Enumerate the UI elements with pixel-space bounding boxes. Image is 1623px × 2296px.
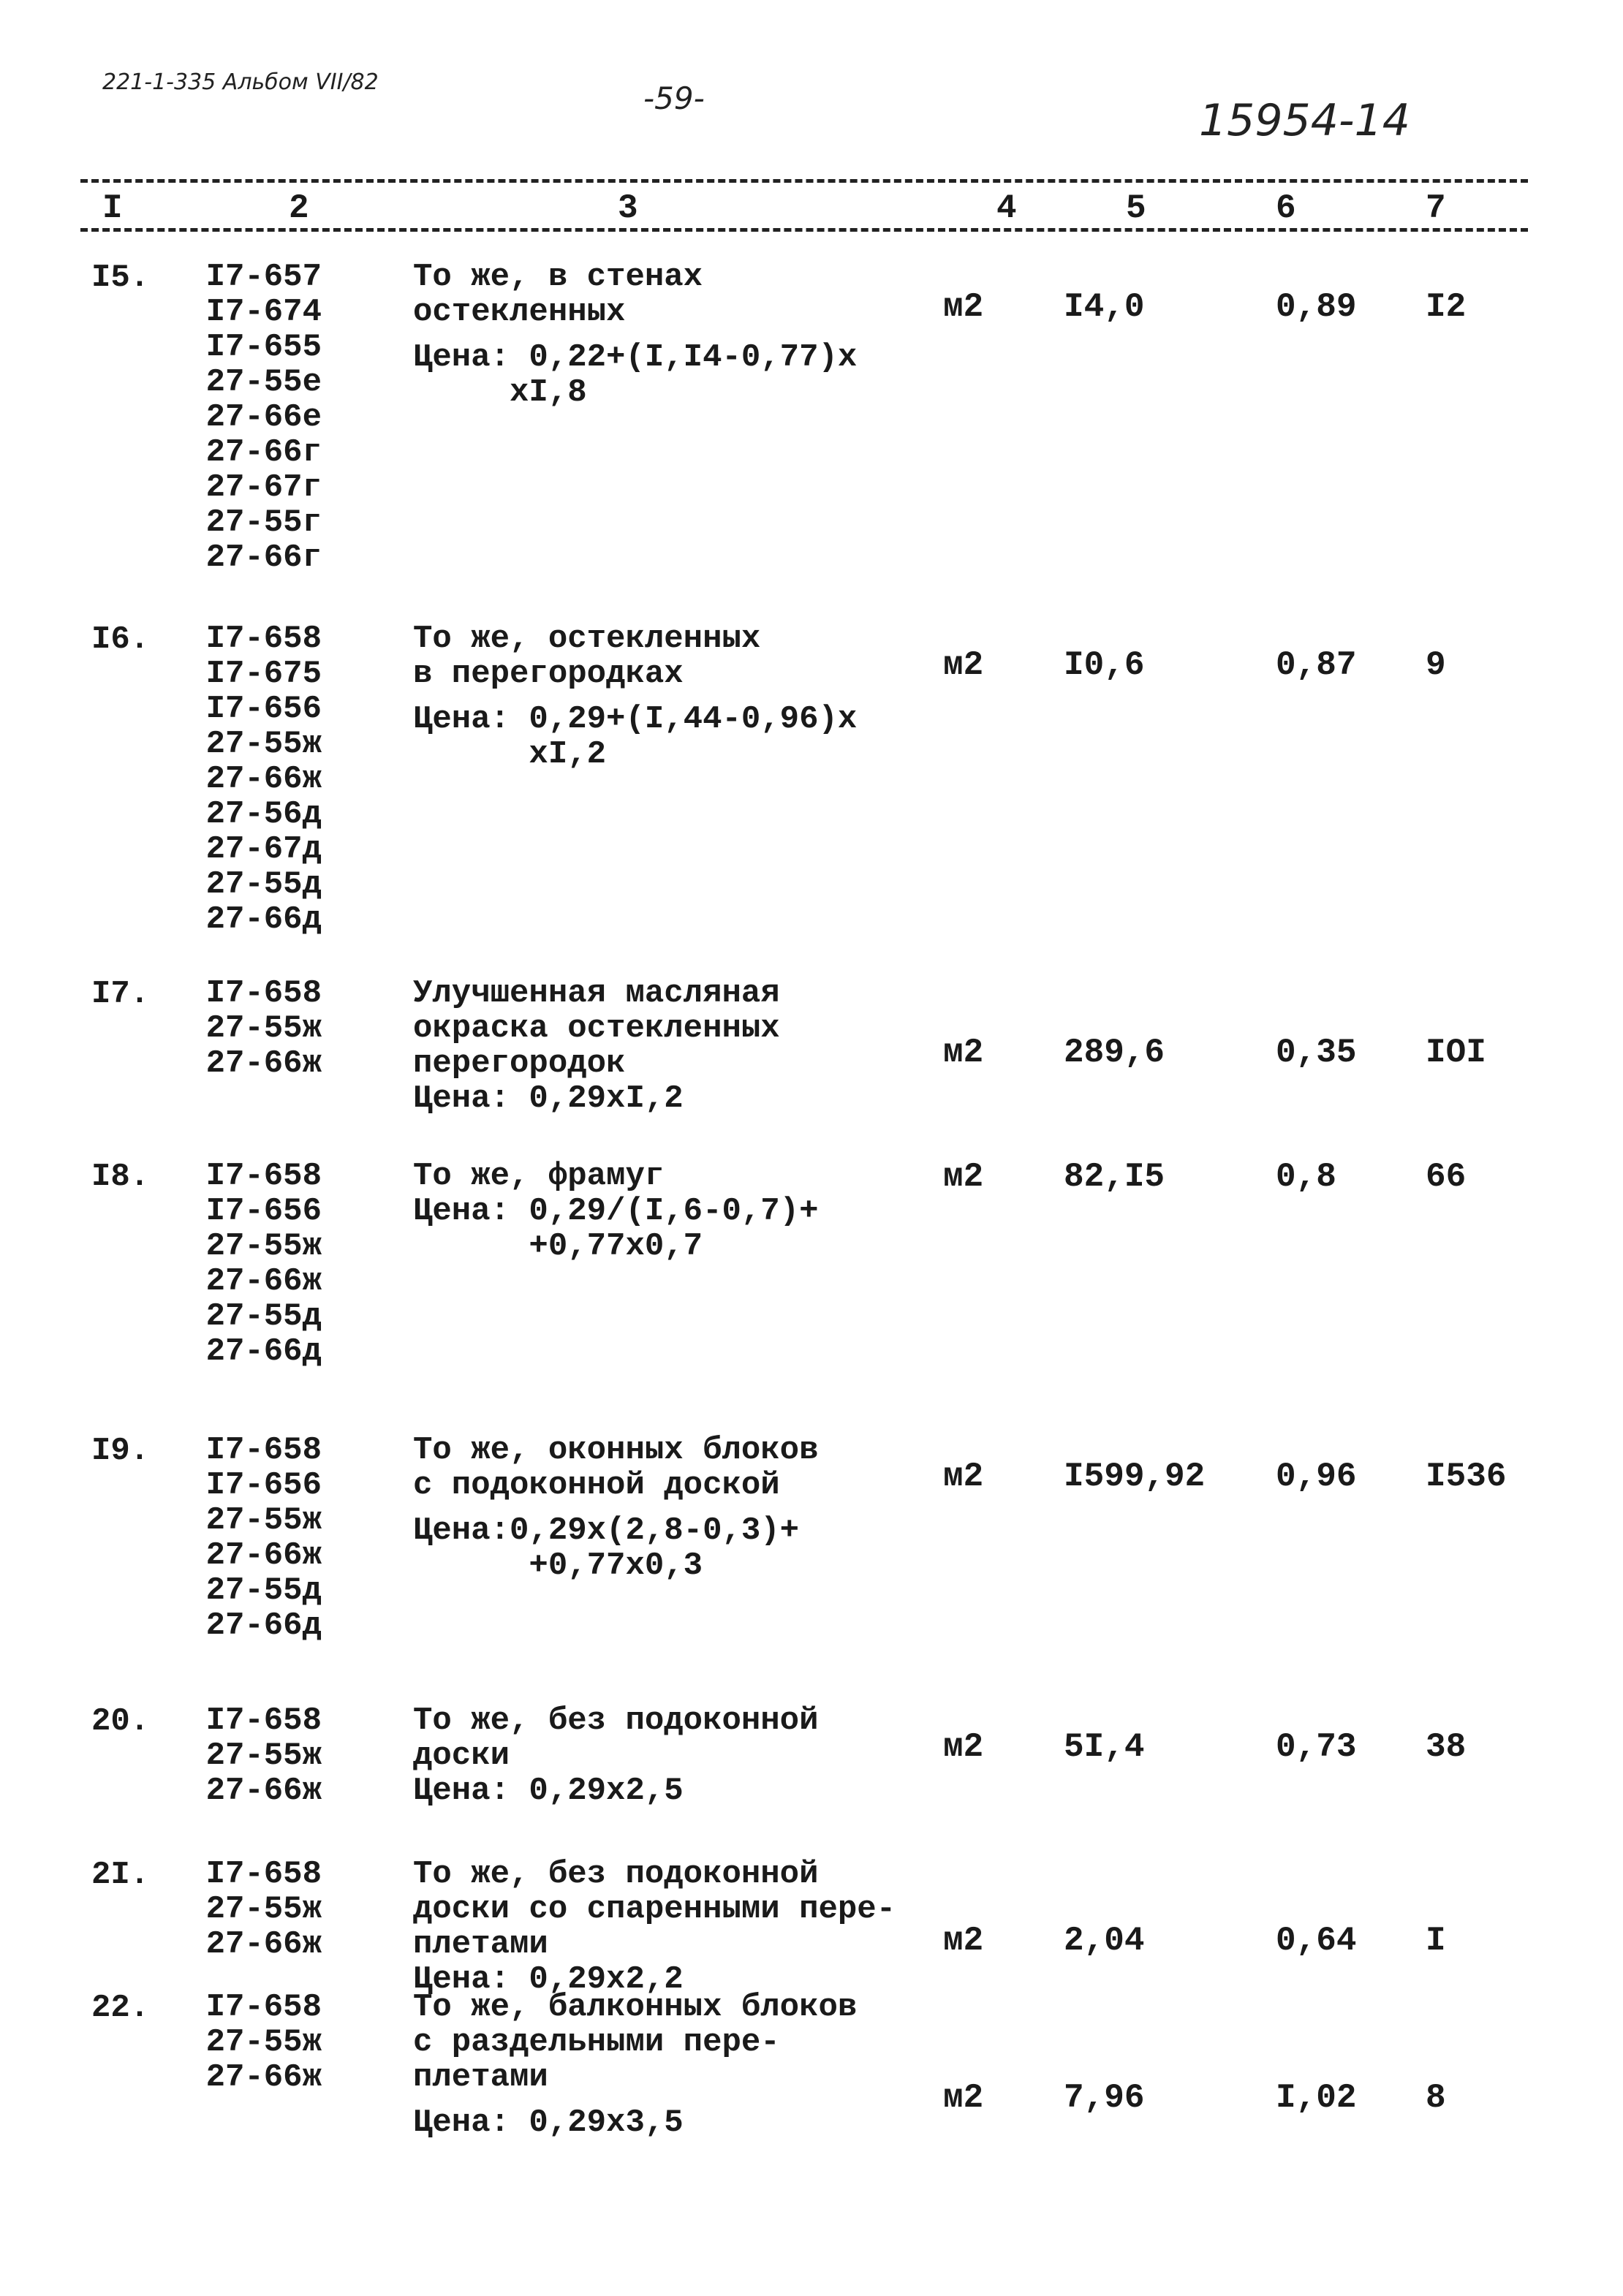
coefficient-cell: 0,64: [1276, 1922, 1357, 1960]
column-header-6: 6: [1276, 189, 1296, 227]
norm-code: 27-55ж: [205, 2024, 322, 2061]
price-formula: Цена: 0,29х3,5: [413, 2104, 684, 2141]
description-line: доски: [413, 1738, 510, 1774]
description-line: То же, остекленных: [413, 621, 761, 657]
norm-code: 27-66д: [205, 901, 322, 938]
document-number: 15954-14: [1199, 95, 1410, 146]
work-description: [413, 1433, 969, 1583]
norm-code: 27-66ж: [205, 2059, 322, 2096]
norm-code: 27-55д: [205, 866, 322, 903]
norm-code: I7-656: [205, 1467, 322, 1504]
norm-code: I7-658: [205, 1989, 322, 2026]
description-line: То же, без подоконной: [413, 1856, 819, 1893]
norm-codes: [161, 976, 322, 1081]
total-cell: 8: [1426, 2079, 1446, 2117]
row-number: I7.: [91, 976, 150, 1012]
description-line: То же, балконных блоков: [413, 1989, 858, 2026]
description-line: с раздельными пере-: [413, 2024, 780, 2061]
total-cell: I2: [1426, 288, 1467, 326]
description-line: плетами: [413, 2059, 548, 2096]
price-formula: хI,2: [413, 736, 607, 773]
column-header-4: 4: [996, 189, 1017, 227]
description-line: с подоконной доской: [413, 1467, 780, 1504]
norm-code: I7-674: [205, 294, 322, 330]
norm-code: I7-656: [205, 691, 322, 727]
norm-code: 27-67д: [205, 831, 322, 868]
norm-code: 27-55ж: [205, 1738, 322, 1774]
column-header-3: 3: [618, 189, 638, 227]
norm-code: 27-55г: [205, 504, 322, 541]
row-number: I9.: [91, 1433, 150, 1469]
page-number: -59-: [643, 80, 705, 116]
norm-codes: [161, 1433, 322, 1643]
description-line: Улучшенная масляная: [413, 975, 780, 1012]
norm-code: 27-66ж: [205, 761, 322, 797]
total-cell: IOI: [1426, 1034, 1486, 1072]
row-number: 20.: [91, 1703, 150, 1740]
work-description: [413, 1703, 969, 1808]
quantity-cell: 5I,4: [1064, 1728, 1145, 1766]
quantity-cell: 7,96: [1064, 2079, 1145, 2117]
quantity-cell: I599,92: [1064, 1458, 1206, 1496]
norm-code: 27-66д: [205, 1607, 322, 1644]
album-reference-note: 221-1-335 Альбом VII/82: [102, 69, 379, 95]
quantity-cell: I4,0: [1064, 288, 1145, 326]
work-description: [413, 976, 969, 1116]
header-rule-bottom: [80, 228, 1528, 232]
coefficient-cell: 0,87: [1276, 646, 1357, 684]
description-line: перегородок: [413, 1045, 626, 1082]
norm-codes: [161, 1857, 322, 1962]
header-rule-top: [80, 179, 1528, 183]
description-line: То же, в стенах: [413, 259, 703, 295]
norm-code: 27-55ж: [205, 726, 322, 762]
unit-cell: м2: [943, 288, 984, 326]
work-description: [413, 1857, 969, 1997]
price-formula: Цена:0,29х(2,8-0,3)+: [413, 1512, 800, 1549]
work-description: [413, 1159, 969, 1264]
norm-code: I7-675: [205, 656, 322, 692]
column-header-2: 2: [289, 189, 309, 227]
price-formula: Цена: 0,29х2,2: [413, 1961, 684, 1998]
coefficient-cell: 0,35: [1276, 1034, 1357, 1072]
norm-codes: [161, 259, 322, 575]
quantity-cell: I0,6: [1064, 646, 1145, 684]
column-header-7: 7: [1426, 189, 1446, 227]
unit-cell: м2: [943, 1458, 984, 1496]
norm-code: 27-56д: [205, 796, 322, 833]
work-description: [413, 621, 969, 772]
price-formula: Цена: 0,29хI,2: [413, 1080, 684, 1117]
norm-code: 27-66г: [205, 434, 322, 471]
description-line: остекленных: [413, 294, 626, 330]
quantity-cell: 289,6: [1064, 1034, 1165, 1072]
norm-code: I7-658: [205, 1856, 322, 1893]
norm-code: I7-658: [205, 975, 322, 1012]
column-header-5: 5: [1126, 189, 1146, 227]
norm-code: 27-55ж: [205, 1010, 322, 1047]
unit-cell: м2: [943, 1728, 984, 1766]
price-formula: Цена: 0,29х2,5: [413, 1773, 684, 1809]
price-formula: хI,8: [413, 374, 587, 411]
norm-code: 27-55е: [205, 364, 322, 401]
norm-code: 27-66ж: [205, 1773, 322, 1809]
description-line: То же, без подоконной: [413, 1702, 819, 1739]
norm-code: 27-55ж: [205, 1891, 322, 1928]
total-cell: 9: [1426, 646, 1446, 684]
row-number: 2I.: [91, 1857, 150, 1893]
description-line: То же, фрамуг: [413, 1158, 665, 1194]
norm-code: 27-66ж: [205, 1537, 322, 1574]
total-cell: I536: [1426, 1458, 1507, 1496]
coefficient-cell: 0,89: [1276, 288, 1357, 326]
norm-code: I7-656: [205, 1193, 322, 1230]
row-number: I6.: [91, 621, 150, 658]
total-cell: 66: [1426, 1158, 1467, 1196]
price-formula: Цена: 0,29/(I,6-0,7)+: [413, 1193, 819, 1230]
coefficient-cell: 0,96: [1276, 1458, 1357, 1496]
row-number: I8.: [91, 1159, 150, 1195]
norm-code: 27-66г: [205, 539, 322, 576]
description-line: в перегородках: [413, 656, 684, 692]
norm-code: 27-55д: [205, 1572, 322, 1609]
norm-code: 27-67г: [205, 469, 322, 506]
norm-code: I7-658: [205, 1702, 322, 1739]
price-formula: +0,77х0,7: [413, 1228, 703, 1265]
unit-cell: м2: [943, 1158, 984, 1196]
norm-codes: [161, 1990, 322, 2095]
coefficient-cell: I,02: [1276, 2079, 1357, 2117]
description-line: плетами: [413, 1926, 548, 1963]
norm-code: 27-66д: [205, 1333, 322, 1370]
coefficient-cell: 0,73: [1276, 1728, 1357, 1766]
description-line: окраска остекленных: [413, 1010, 780, 1047]
description-line: доски со спаренными пере-: [413, 1891, 896, 1928]
norm-codes: [161, 621, 322, 937]
norm-code: 27-66ж: [205, 1263, 322, 1300]
coefficient-cell: 0,8: [1276, 1158, 1336, 1196]
unit-cell: м2: [943, 646, 984, 684]
norm-code: 27-55д: [205, 1298, 322, 1335]
description-line: То же, оконных блоков: [413, 1432, 819, 1469]
total-cell: I: [1426, 1922, 1446, 1960]
norm-code: I7-658: [205, 1432, 322, 1469]
unit-cell: м2: [943, 1034, 984, 1072]
norm-codes: [161, 1703, 322, 1808]
row-number: 22.: [91, 1990, 150, 2026]
norm-codes: [161, 1159, 322, 1369]
price-formula: +0,77х0,3: [413, 1547, 703, 1584]
price-formula: Цена: 0,22+(I,I4-0,77)х: [413, 339, 858, 376]
column-header-1: I: [102, 189, 123, 227]
quantity-cell: 2,04: [1064, 1922, 1145, 1960]
norm-code: 27-66е: [205, 399, 322, 436]
norm-code: 27-55ж: [205, 1502, 322, 1539]
total-cell: 38: [1426, 1728, 1467, 1766]
norm-code: 27-66ж: [205, 1045, 322, 1082]
price-formula: Цена: 0,29+(I,44-0,96)х: [413, 701, 858, 738]
row-number: I5.: [91, 259, 150, 296]
work-description: [413, 259, 969, 410]
norm-code: I7-658: [205, 621, 322, 657]
quantity-cell: 82,I5: [1064, 1158, 1165, 1196]
norm-code: I7-655: [205, 329, 322, 365]
norm-code: 27-55ж: [205, 1228, 322, 1265]
work-description: [413, 1990, 969, 2140]
unit-cell: м2: [943, 1922, 984, 1960]
norm-code: I7-657: [205, 259, 322, 295]
norm-code: 27-66ж: [205, 1926, 322, 1963]
norm-code: I7-658: [205, 1158, 322, 1194]
unit-cell: м2: [943, 2079, 984, 2117]
